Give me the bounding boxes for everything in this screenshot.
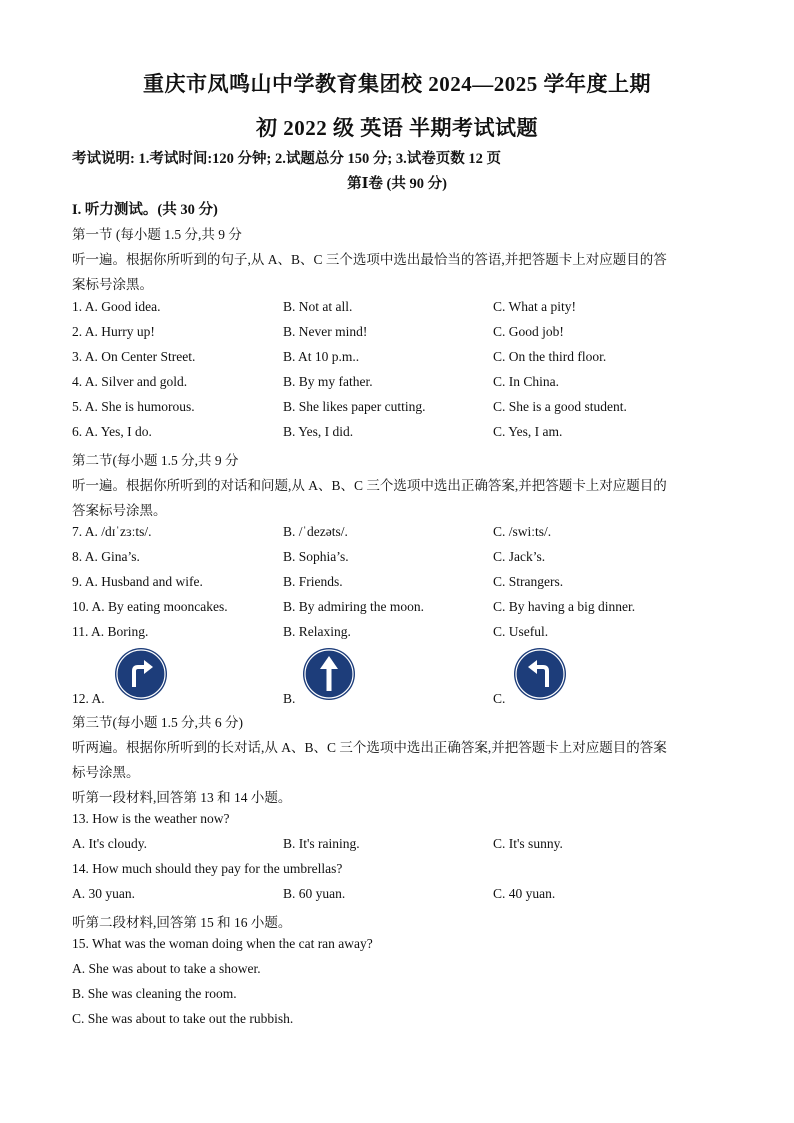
option-a: A. It's cloudy. [72, 836, 148, 851]
question-row [72, 624, 724, 646]
part1-instruction-line2: 案标号涂黑。 [72, 277, 153, 292]
option-b: B. By my father. [283, 374, 373, 389]
option-a: 5. A. She is humorous. [72, 399, 195, 414]
option-b: B. She likes paper cutting. [283, 399, 426, 414]
option-b: B. At 10 p.m.. [283, 349, 360, 364]
option-a: 6. A. Yes, I do. [72, 424, 152, 439]
option-b: B. [283, 691, 296, 706]
question-row [72, 574, 724, 596]
option-b: B. Friends. [283, 574, 343, 589]
part1-instruction-line1: 听一遍。根据你所听到的句子,从 A、B、C 三个选项中选出最恰当的答语,并把答题卡上对应题目的答 [72, 252, 667, 267]
volume-heading: 第Ⅰ卷 (共 90 分) [347, 176, 447, 192]
question-row [72, 424, 724, 446]
option-c: C. She is a good student. [493, 399, 627, 414]
question-row [72, 599, 724, 621]
option-b: B. /ˈdezəts/. [283, 524, 348, 539]
option-b: B. Not at all. [283, 299, 353, 314]
part2-title: 第二节(每小题 1.5 分,共 9 分 [72, 453, 239, 468]
option-c: C. In China. [493, 374, 559, 389]
option-c: C. Useful. [493, 624, 549, 639]
option-b: B. Sophia’s. [283, 549, 349, 564]
option-c: C. On the third floor. [493, 349, 607, 364]
question-row [72, 836, 724, 858]
question-row [72, 324, 724, 346]
option-b: B. Yes, I did. [283, 424, 354, 439]
question-row [72, 399, 724, 421]
option-a: A. 30 yuan. [72, 886, 135, 901]
question-row [72, 524, 724, 546]
option-a: 11. A. Boring. [72, 624, 149, 639]
question-stem: 14. How much should they pay for the umbrellas? [72, 861, 343, 876]
part1-title: 第一节 (每小题 1.5 分,共 9 分 [72, 227, 242, 242]
option-b: B. Never mind! [283, 324, 368, 339]
option-c: C. She was about to take out the rubbish. [72, 1011, 294, 1026]
option-c: C. Yes, I am. [493, 424, 563, 439]
turn-right-arrow-icon [114, 647, 168, 701]
option-a: 10. A. By eating mooncakes. [72, 599, 228, 614]
option-a: 8. A. Gina’s. [72, 549, 140, 564]
exam-title-line2: 初 2022 级 英语 半期考试试题 [256, 116, 538, 140]
option-b: B. She was cleaning the room. [72, 986, 237, 1001]
turn-left-arrow-icon [513, 647, 567, 701]
option-a: 9. A. Husband and wife. [72, 574, 203, 589]
option-b: B. 60 yuan. [283, 886, 346, 901]
question-stem: 15. What was the woman doing when the cat ran away? [72, 936, 373, 951]
question-row [72, 299, 724, 321]
option-c: C. Strangers. [493, 574, 564, 589]
part2-instruction-line2: 答案标号涂黑。 [72, 503, 167, 518]
option-a: 4. A. Silver and gold. [72, 374, 188, 389]
option-c: C. /swiːts/. [493, 524, 552, 539]
exam-title-line1: 重庆市凤鸣山中学教育集团校 2024—2025 学年度上期 [143, 72, 651, 96]
option-c: C. What a pity! [493, 299, 576, 314]
option-b: B. It's raining. [283, 836, 360, 851]
option-c: C. [493, 691, 506, 706]
option-c: C. 40 yuan. [493, 886, 556, 901]
question-row [72, 549, 724, 571]
option-a: 1. A. Good idea. [72, 299, 161, 314]
option-a: 2. A. Hurry up! [72, 324, 155, 339]
question-row [72, 349, 724, 371]
part3-title: 第三节(每小题 1.5 分,共 6 分) [72, 715, 243, 730]
material1-note: 听第一段材料,回答第 13 和 14 小题。 [72, 790, 292, 805]
option-c: C. Good job! [493, 324, 564, 339]
option-a: 7. A. /dɪˈzɜːts/. [72, 524, 152, 539]
part3-instruction-line2: 标号涂黑。 [72, 765, 140, 780]
question-row [72, 886, 724, 908]
exam-note: 考试说明: 1.考试时间:120 分钟; 2.试题总分 150 分; 3.试卷页数 12 页 [72, 151, 501, 167]
option-a: A. She was about to take a shower. [72, 961, 261, 976]
option-c: C. Jack’s. [493, 549, 546, 564]
material2-note: 听第二段材料,回答第 15 和 16 小题。 [72, 915, 292, 930]
section-heading: I. 听力测试。(共 30 分) [72, 202, 218, 218]
option-b: B. By admiring the moon. [283, 599, 424, 614]
question-stem: 13. How is the weather now? [72, 811, 230, 826]
question-row [72, 691, 724, 713]
option-c: C. It's sunny. [493, 836, 563, 851]
part3-instruction-line1: 听两遍。根据你所听到的长对话,从 A、B、C 三个选项中选出正确答案,并把答题卡上对应题目的答案 [72, 740, 667, 755]
option-a: 3. A. On Center Street. [72, 349, 196, 364]
option-a: 12. A. [72, 691, 105, 706]
option-c: C. By having a big dinner. [493, 599, 636, 614]
straight-arrow-icon [302, 647, 356, 701]
option-b: B. Relaxing. [283, 624, 351, 639]
part2-instruction-line1: 听一遍。根据你所听到的对话和问题,从 A、B、C 三个选项中选出正确答案,并把答题卡上对应题目的 [72, 478, 667, 493]
question-row [72, 374, 724, 396]
